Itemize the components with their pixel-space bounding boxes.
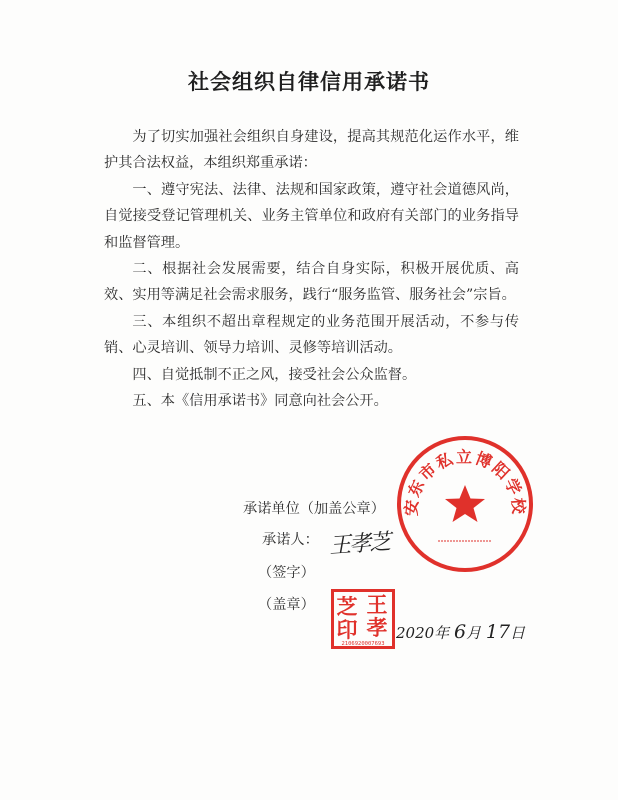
paragraph-item-3: 三、本组织不超出章程规定的业务范围开展活动，不参与传销、心灵培训、领导力培训、灵修等培训活动。 bbox=[104, 313, 519, 357]
date-year: 2020年 bbox=[396, 624, 450, 642]
name-seal-icon bbox=[331, 589, 395, 649]
official-seal-icon bbox=[394, 433, 536, 575]
name-seal-char-4: 孝 bbox=[366, 616, 388, 640]
paragraph-item-1: 一、遵守宪法、法律、法规和国家政策，遵守社会道德风尚，自觉接受登记管理机关、业务主管单位和政府有关部门的业务指导和监督管理。 bbox=[104, 181, 519, 251]
sign-note: （签字） bbox=[258, 565, 315, 581]
name-seal-char-3: 印 bbox=[336, 618, 358, 642]
paragraph-item-4: 四、自觉抵制不正之风，接受社会公众监督。 bbox=[132, 366, 417, 383]
document-body bbox=[104, 124, 519, 414]
handwritten-date bbox=[396, 621, 525, 643]
date-day-unit: 日 bbox=[510, 624, 526, 642]
name-seal-char-2: 王 bbox=[366, 593, 388, 617]
paragraph-intro: 为了切实加强社会组织自身建设，提高其规范化运作水平，维护其合法权益，本组织郑重承诺： bbox=[104, 129, 519, 172]
name-seal-char-1: 芝 bbox=[336, 595, 358, 619]
date-day: 17 bbox=[485, 621, 511, 643]
date-month: 6 bbox=[453, 621, 467, 643]
document-title: 社会组织自律信用承诺书 bbox=[188, 70, 430, 94]
person-label: 承诺人： bbox=[262, 532, 319, 548]
name-seal-serial: 2106920007693 bbox=[341, 641, 385, 647]
date-month-unit: 月 bbox=[466, 624, 482, 642]
stamp-note: （盖章） bbox=[258, 597, 315, 613]
seal-ring-text: 安东市私立博阳学校 bbox=[401, 447, 529, 517]
handwritten-signature: 王孝芝 bbox=[328, 529, 390, 560]
paragraph-item-5: 五、本《信用承诺书》同意向社会公开。 bbox=[132, 393, 388, 410]
unit-label: 承诺单位（加盖公章） bbox=[243, 501, 385, 517]
paragraph-item-2: 二、根据社会发展需要，结合自身实际，积极开展优质、高效、实用等满足社会需求服务，践行“服务监管、服务社会”宗旨。 bbox=[104, 261, 519, 304]
